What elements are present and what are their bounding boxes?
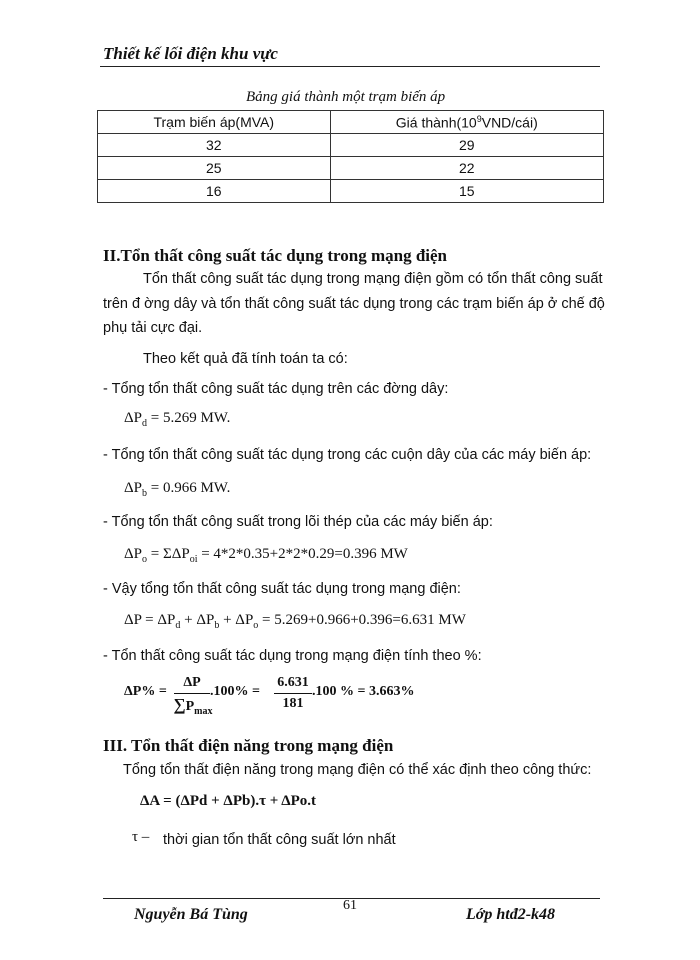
formula-5-denominator-2: 181 bbox=[282, 696, 304, 711]
section-3-para: Tổng tổn thất điện năng trong mạng điện có thể xác định theo công thức: bbox=[123, 762, 592, 778]
tau-symbol: τ – bbox=[132, 829, 150, 845]
header-rule bbox=[100, 66, 600, 67]
bullet-1: - Tổng tổn thất công suất tác dụng trên các đờng dây: bbox=[103, 381, 449, 397]
formula-3: $\Delta P_o = \Sigma\Delta P_{oi} = 4*2*0.35+2*2*0.29=0.396$ MW bbox=[124, 546, 408, 565]
table-row bbox=[98, 180, 604, 203]
formula-4: $\Delta P = \Delta P_d + \Delta P_b + \Delta P_o = 5.269+0.966+0.396=6.631$ MW bbox=[124, 612, 466, 631]
table-cell: 16 bbox=[98, 180, 331, 203]
formula-energy: ΔA = (ΔPd + ΔPb).τ + ΔPo.t bbox=[140, 793, 317, 809]
formula-2: $\Delta P_b = 0.966$ MW. bbox=[124, 480, 231, 499]
page-number: 61 bbox=[343, 898, 357, 913]
formula-5-mid: .100% = bbox=[210, 684, 260, 699]
section-2-para-line: trên đ ờng dây và tổn thất công suất tác dụng trong các trạm biến áp ở chế độ bbox=[103, 296, 605, 312]
formula-5-denominator: $\sum P_{max}$ bbox=[173, 695, 213, 717]
tau-definition: thời gian tổn thất công suất lớn nhất bbox=[163, 832, 396, 848]
header-title: Thiết kế lối điện khu vực bbox=[103, 44, 278, 63]
footer-author: Nguyễn Bá Tùng bbox=[134, 906, 248, 923]
table-cell: 32 bbox=[98, 134, 331, 157]
formula-5-lhs: ΔP% = bbox=[124, 684, 167, 699]
price-table bbox=[97, 110, 604, 203]
table-cell: 22 bbox=[330, 157, 603, 180]
bullet-5: - Tổn thất công suất tác dụng trong mạng điện tính theo %: bbox=[103, 648, 482, 664]
section-2-para-line: Tổn thất công suất tác dụng trong mạng điện gồm có tổn thất công suất bbox=[143, 271, 603, 287]
table-cell: 15 bbox=[330, 180, 603, 203]
formula-1: $\Delta P_d = 5.269$ MW. bbox=[124, 410, 231, 429]
formula-5-numerator-2: 6.631 bbox=[277, 675, 309, 690]
table-row bbox=[98, 134, 604, 157]
table-cell: 25 bbox=[98, 157, 331, 180]
table-caption: Bảng giá thành một trạm biến áp bbox=[246, 89, 446, 105]
section-3-title: III. Tổn thất điện năng trong mạng điện bbox=[103, 736, 394, 755]
section-2-intro: Theo kết quả đã tính toán ta có: bbox=[143, 351, 348, 367]
footer-class: Lớp htđ2-k48 bbox=[466, 906, 556, 923]
table-header-cell: Giá $thành(10^9VND/cái)$ bbox=[330, 111, 603, 134]
section-2-para-line: phụ tải cực đại. bbox=[103, 320, 203, 336]
section-2-title: II.Tổn thất công suất tác dụng trong mạng điện bbox=[103, 246, 448, 265]
bullet-3: - Tổng tổn thất công suất trong lõi thép của các máy biến áp: bbox=[103, 514, 493, 530]
formula-5-rhs: .100 % = 3.663% bbox=[312, 684, 415, 699]
fraction-bar bbox=[274, 693, 312, 694]
table-header-cell: Trạm biến áp(MVA) bbox=[98, 111, 331, 134]
table-cell: 29 bbox=[330, 134, 603, 157]
fraction-bar bbox=[174, 693, 210, 694]
bullet-4: - Vậy tổng tổn thất công suất tác dụng trong mạng điện: bbox=[103, 581, 461, 597]
bullet-2: - Tổng tổn thất công suất tác dụng trong các cuộn dây của các máy biến áp: bbox=[103, 447, 592, 463]
table-header-row bbox=[98, 111, 604, 134]
table-row bbox=[98, 157, 604, 180]
formula-5-numerator: ΔP bbox=[183, 675, 201, 690]
